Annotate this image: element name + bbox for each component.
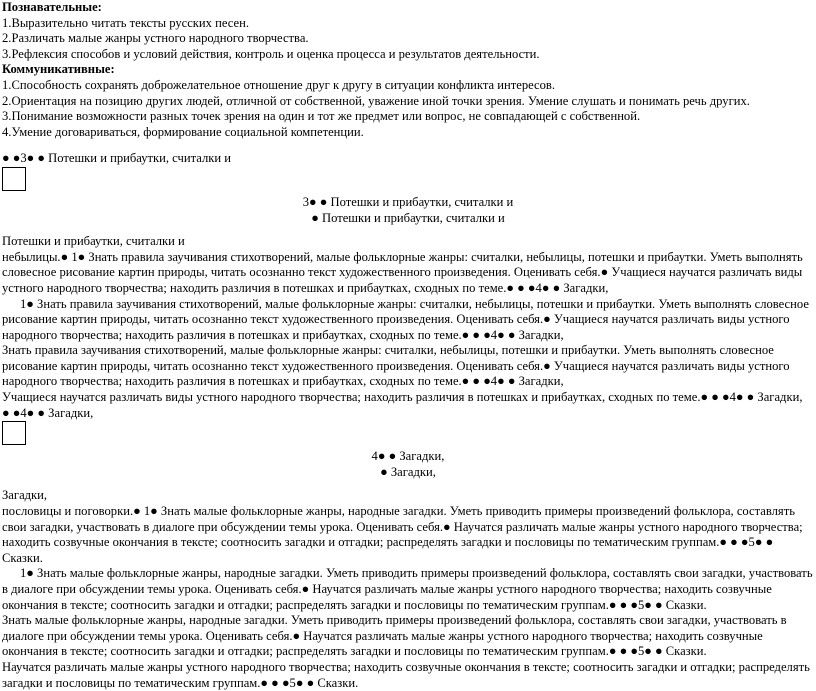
document-page — [2, 0, 814, 691]
section4-center-line: 4● ● Загадки, — [371, 449, 445, 464]
section4-center-line: ● Загадки, — [380, 464, 436, 479]
section3-paragraph: Знать правила заучивания стихотворений, малые фольклорные жанры: считалки, небылицы, потешки и прибаутки. Уметь выполнять словесное рисование картин природы, читать осознанно текст художественного произведения. Оценивать себя.● Учащиеся научатся различать виды устного народного творчества; находить различия в потешках и прибаутках, сходных по теме.● ● ●4● ● Загадки, — [2, 343, 790, 389]
communicative-item: 3.Понимание возможности разных точек зрения на один и тот же предмет или вопрос, не совпадающей с собственной. — [2, 109, 641, 124]
section4-paragraph: 1● Знать малые фольклорные жанры, народные загадки. Уметь приводить примеры произведений фольклора, составлять свои загадки, участвовать в диалоге при обсуждении темы урока. Оценивать себя.● Научатся различать малые жанры устного народного творчества; находить созвучные окончания в тексте; соотносить загадки и отгадки; распределять загадки и пословицы по тематическим группам.● ● ●5● ● Сказки. — [2, 566, 813, 612]
section3-paragraph: Учащиеся научатся различать виды устного народного творчества; находить различия в потешках и прибаутках, сходных по теме.● ● ●4● ● Загадки, — [2, 390, 803, 405]
section3-paragraph: небылицы.● 1● Знать правила заучивания стихотворений, малые фольклорные жанры: считалки, небылицы, потешки и прибаутки. Уметь выполнять словесное рисование картин природы, читать осознанно текст художественного произведения. Оценивать себя.● Учащиеся научатся различать виды устного народного творчества; находить различия в потешках и прибаутках, сходных по теме.● ● ●4● ● Загадки, — [2, 249, 803, 295]
cognitive-item: 1.Выразительно читать тексты русских песен. — [2, 15, 249, 30]
section3-header-line: ● ●3● ● Потешки и прибаутки, считалки и — [2, 151, 231, 166]
section3-line: Потешки и прибаутки, считалки и — [2, 234, 185, 249]
cognitive-title: Познавательные: — [2, 0, 102, 14]
empty-box — [2, 421, 26, 445]
communicative-item: 1.Способность сохранять доброжелательное отношение друг к другу в ситуации конфликта интересов. — [2, 77, 555, 92]
section3-paragraph: 1● Знать правила заучивания стихотворений, малые фольклорные жанры: считалки, небылицы, потешки и прибаутки. Уметь выполнять словесное рисование картин природы, читать осознанно текст художественного произведения. Оценивать себя.● Учащиеся научатся различать виды устного народного творчества; находить различия в потешках и прибаутках, сходных по теме.● ● ●4● ● Загадки, — [2, 296, 809, 342]
section4-paragraph: Знать малые фольклорные жанры, народные загадки. Уметь приводить примеры произведений фольклора, составлять свои загадки, участвовать в диалоге при обсуждении темы урока. Оценивать себя.● Научатся различать малые жанры устного народного творчества; находить созвучные окончания в тексте; соотносить загадки и отгадки; распределять загадки и пословицы по тематическим группам.● ● ●5● ● Сказки. — [2, 613, 787, 659]
section4-paragraph: пословицы и поговорки.● 1● Знать малые фольклорные жанры, народные загадки. Уметь приводить примеры произведений фольклора, составлять свои загадки, участвовать в диалоге при обсуждении темы урока. Оценивать себя.● Научатся различать малые жанры устного народного творчества; находить созвучные окончания в тексте; соотносить загадки и отгадки; распределять загадки и пословицы по тематическим группам.● ● ●5● ● Сказки. — [2, 504, 803, 565]
cognitive-item: 2.Различать малые жанры устного народного творчества. — [2, 31, 309, 46]
empty-box — [2, 167, 26, 191]
section3-center-line: 3● ● Потешки и прибаутки, считалки и — [302, 194, 514, 209]
section4-paragraph: Научатся различать малые жанры устного народного творчества; находить созвучные окончания в тексте; соотносить загадки и отгадки; распределять загадки и пословицы по тематическим группам.● ● ●5● ● Сказки. — [2, 659, 810, 690]
communicative-item: 4.Умение договариваться, формирование социальной компетенции. — [2, 124, 364, 139]
section3-center-line: ● Потешки и прибаутки, считалки и — [311, 210, 505, 225]
communicative-title: Коммуникативные: — [2, 62, 115, 77]
section4-line: Загадки, — [2, 488, 48, 503]
communicative-item: 2.Ориентация на позицию других людей, отличной от собственной, уважение иной точки зрения. Умение слушать и понимать речь других. — [2, 93, 750, 108]
section3-paragraph: ● ●4● ● Загадки, — [2, 405, 94, 420]
cognitive-item: 3.Рефлексия способов и условий действия, контроль и оценка процесса и результатов деятельности. — [2, 46, 540, 61]
